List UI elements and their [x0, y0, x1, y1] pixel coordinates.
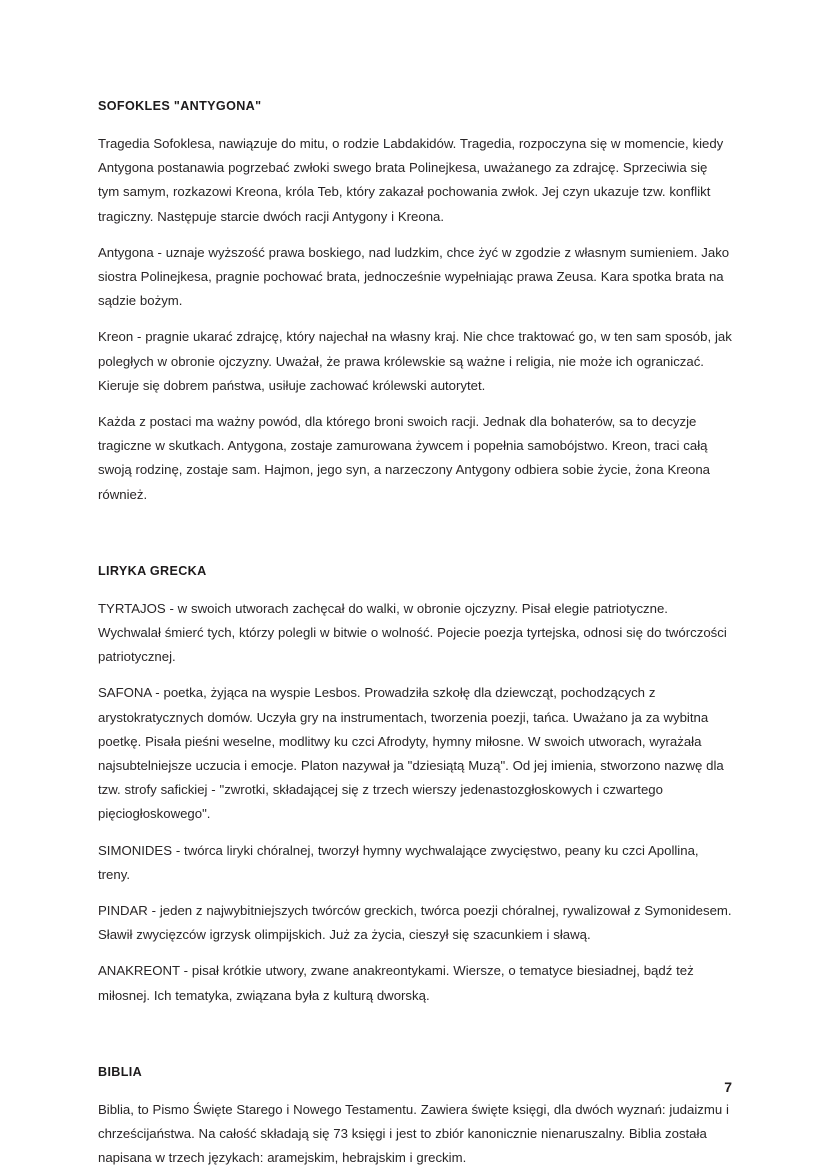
section-heading: BIBLIA: [98, 1064, 143, 1079]
document-section: [98, 563, 732, 1008]
section-heading: SOFOKLES "ANTYGONA": [98, 99, 262, 113]
document-section: [98, 1064, 732, 1171]
paragraph: Kreon - pragnie ukarać zdrajcę, który najechał na własny kraj. Nie chce traktować go, w ten sam sposób, jak poległych w obronie ojczyzny. Uważał, że prawa królewskie są ważne i religia, nie może ich ograniczać. Kieruje się dobrem państwa, usiłuje zachować królewski autorytet.: [98, 329, 732, 393]
paragraph: PINDAR - jeden z najwybitniejszych twórców greckich, twórca poezji chóralnej, rywalizował z Symonidesem. Sławił zwycięzców igrzysk olimpijskich. Już za życia, cieszył się szacunkiem i sławą.: [98, 903, 732, 943]
paragraph: SIMONIDES - twórca liryki chóralnej, tworzył hymny wychwalające zwycięstwo, peany ku czci Apollina, treny.: [98, 842, 699, 882]
paragraph: Antygona - uznaje wyższość prawa boskiego, nad ludzkim, chce żyć w zgodzie z własnym sumieniem. Jako siostra Polinejkesa, pragnie pochować brata, jednocześnie wypełniając prawa Zeusa. Kara spotka brata na sądzie bożym.: [98, 244, 730, 309]
paragraph: ANAKREONT - pisał krótkie utwory, zwane anakreontykami. Wiersze, o tematyce biesiadnej, bądź też miłosnej. Ich tematyka, związana była z kulturą dworską.: [98, 963, 694, 1003]
document-body: [98, 98, 732, 1171]
paragraph: Biblia, to Pismo Święte Starego i Nowego Testamentu. Zawiera święte księgi, dla dwóch wyznań: judaizmu i chrześcijaństwa. Na całość składają się 73 księgi i jest to zbiór kanonicznie nienaruszalny. Biblia została napisana w trzech językach: aramejskim, hebrajskim i greckim.: [98, 1101, 729, 1166]
page-number: 7: [724, 1079, 732, 1095]
section-heading: LIRYKA GRECKA: [98, 563, 207, 578]
document-section: [98, 98, 732, 507]
paragraph: Każda z postaci ma ważny powód, dla którego broni swoich racji. Jednak dla bohaterów, sa to decyzje tragiczne w skutkach. Antygona, zostaje zamurowana żywcem i popełnia samobójstwo. Kreon, traci całą swoją rodzinę, zostaje sam. Hajmon, jego syn, a narzeczony Antygony odbiera sobie życie, żona Kreona również.: [98, 414, 710, 502]
paragraph: TYRTAJOS - w swoich utworach zachęcał do walki, w obronie ojczyzny. Pisał elegie patriotyczne. Wychwalał śmierć tych, którzy polegli w bitwie o wolność. Pojecie poezja tyrtejska, odnosi się do twórczości patriotycznej.: [98, 600, 727, 665]
paragraph: SAFONA - poetka, żyjąca na wyspie Lesbos. Prowadziła szkołę dla dziewcząt, pochodzących z arystokratycznych domów. Uczyła gry na instrumentach, tworzenia poezji, tańca. Uważano ja za wybitna poetkę. Pisała pieśni weselne, modlitwy ku czci Afrodyty, hymny miłosne. W swoich utworach, wyrażała najsubtelniejsze uczucia i emocje. Platon nazywał ja "dziesiątą Muzą". Od jej imienia, stworzono nazwę dla tzw. strofy safickiej - "zwrotki, składającej się z trzech wierszy jedenastozgłoskowych i czwartego pięciogłoskowego".: [98, 685, 724, 822]
paragraph: Tragedia Sofoklesa, nawiązuje do mitu, o rodzie Labdakidów. Tragedia, rozpoczyna się w momencie, kiedy Antygona postanawia pogrzebać zwłoki swego brata Polinejkesa, uważanego za zdrajcę. Sprzeciwia się tym samym, rozkazowi Kreona, króla Teb, który zakazał pochowania zwłok. Jej czyn ukazuje tzw. konflikt tragiczny. Następuje starcie dwóch racji Antygony i Kreona.: [98, 136, 724, 224]
